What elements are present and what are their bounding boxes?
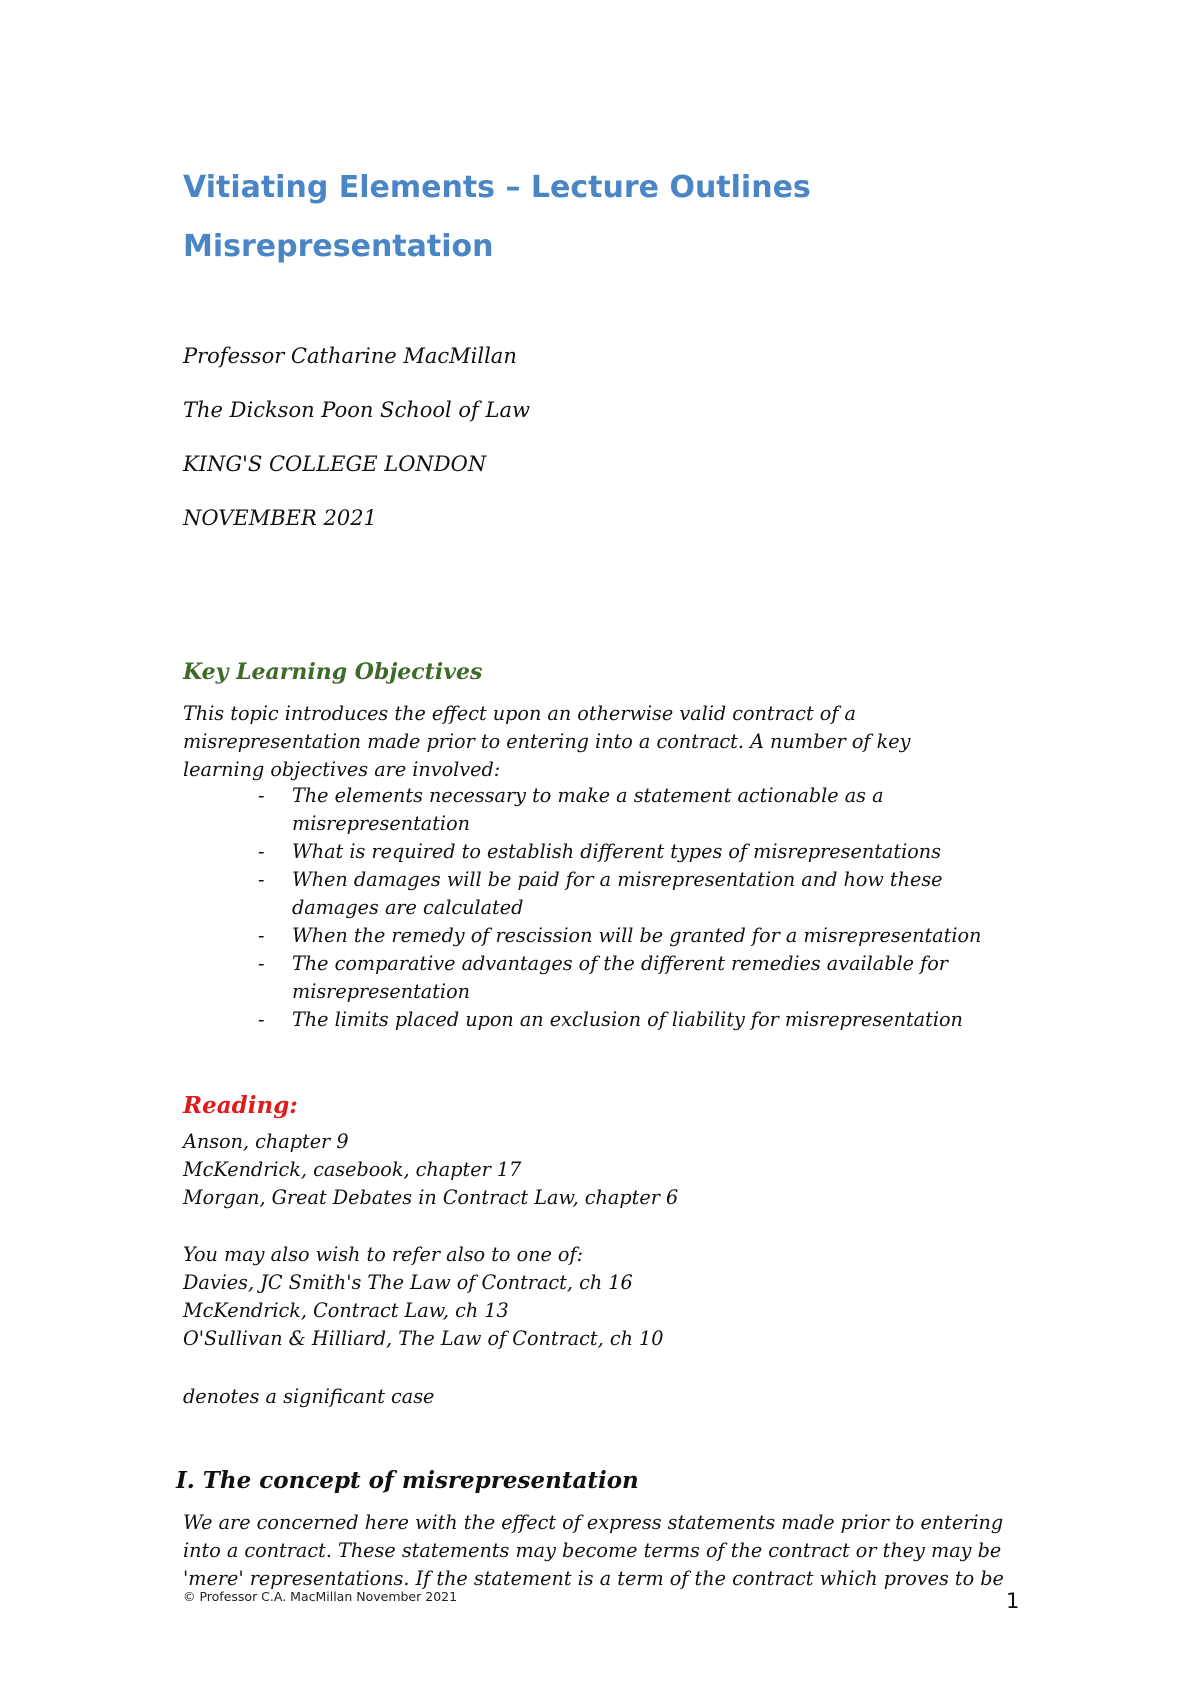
title-line-2: Misrepresentation xyxy=(183,229,494,264)
objective-item-continuation: misrepresentation xyxy=(292,980,470,1003)
author-name: Professor Catharine MacMillan xyxy=(183,344,517,368)
objective-item: The elements necessary to make a statement actionable as a xyxy=(292,784,884,807)
objective-item: When the remedy of rescission will be granted for a misrepresentation xyxy=(292,924,982,947)
reading-item: Anson, chapter 9 xyxy=(183,1130,349,1153)
bullet-marker: - xyxy=(258,1008,265,1031)
section-heading: I. The concept of misrepresentation xyxy=(176,1467,639,1494)
document-date: NOVEMBER 2021 xyxy=(183,506,377,530)
objectives-intro-line: This topic introduces the effect upon an otherwise valid contract of a xyxy=(183,702,856,725)
objective-item-continuation: damages are calculated xyxy=(292,896,524,919)
bullet-marker: - xyxy=(258,952,265,975)
objective-item: When damages will be paid for a misrepresentation and how these xyxy=(292,868,943,891)
legend-text: denotes a significant case xyxy=(183,1385,435,1408)
objectives-heading: Key Learning Objectives xyxy=(183,659,483,685)
bullet-marker: - xyxy=(258,784,265,807)
bullet-marker: - xyxy=(258,840,265,863)
bullet-marker: - xyxy=(258,924,265,947)
section-body-line: We are concerned here with the effect of express statements made prior to entering xyxy=(183,1511,1004,1534)
reading-item: Morgan, Great Debates in Contract Law, chapter 6 xyxy=(183,1186,679,1209)
objective-item: The limits placed upon an exclusion of liability for misrepresentation xyxy=(292,1008,963,1031)
college-name: KING'S COLLEGE LONDON xyxy=(183,452,487,476)
significant-case-legend xyxy=(183,1383,434,1412)
objectives-intro-line: misrepresentation made prior to entering into a contract. A number of key xyxy=(183,730,911,753)
further-reading-item: O'Sullivan & Hilliard, The Law of Contract, ch 10 xyxy=(183,1327,664,1350)
objective-item: What is required to establish different types of misrepresentations xyxy=(292,840,941,863)
objective-item: The comparative advantages of the different remedies available for xyxy=(292,952,948,975)
further-reading-item: Davies, JC Smith's The Law of Contract, ch 16 xyxy=(183,1271,633,1294)
further-reading-item: McKendrick, Contract Law, ch 13 xyxy=(183,1299,509,1322)
footer-copyright: © Professor C.A. MacMillan November 2021 xyxy=(183,1589,458,1604)
objectives-intro-line: learning objectives are involved: xyxy=(183,758,501,781)
title-line-1: Vitiating Elements – Lecture Outlines xyxy=(183,170,811,205)
bullet-marker: - xyxy=(258,868,265,891)
page-number: 1 xyxy=(1006,1589,1020,1613)
section-body-line: into a contract. These statements may become terms of the contract or they may be xyxy=(183,1539,1002,1562)
further-reading-intro: You may also wish to refer also to one of: xyxy=(183,1243,584,1266)
reading-item: McKendrick, casebook, chapter 17 xyxy=(183,1158,522,1181)
section-body-line: 'mere' representations. If the statement is a term of the contract which proves to be xyxy=(183,1567,1004,1590)
reading-heading: Reading: xyxy=(183,1092,298,1119)
objective-item-continuation: misrepresentation xyxy=(292,812,470,835)
school-name: The Dickson Poon School of Law xyxy=(183,398,530,422)
